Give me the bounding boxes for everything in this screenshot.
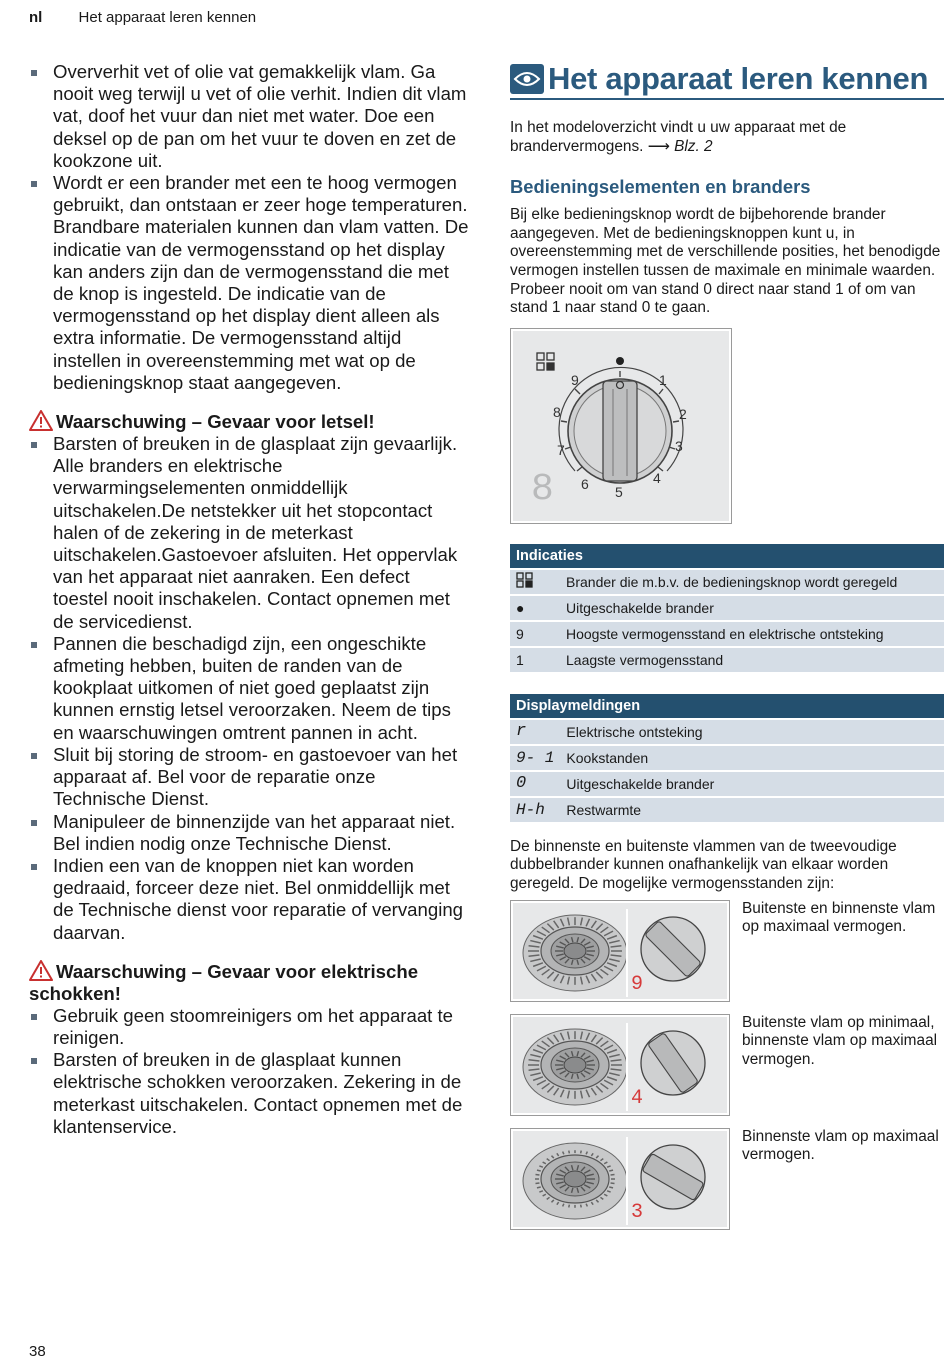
warning-injury-title [29,410,469,433]
list-item: Indien een van de knoppen niet kan worden gedraaid, forceer deze niet. Bel onmiddellijk met de Technische dienst voor reparatie of vervanging daarvan. [29,855,469,944]
intro-paragraph [510,119,944,156]
burner-image [510,1128,730,1230]
burner-description: Buitenste vlam op minimaal, binnenste vlam op maximaal vermogen. [742,1013,938,1068]
table-cell: Hoogste vermogensstand en elektrische ontsteking [560,621,944,647]
control-knob-figure [510,328,732,524]
page-title: Het apparaat leren kennen [548,61,929,96]
displaymeldingen-table [510,694,944,822]
svg-text:6: 6 [581,475,589,492]
table-cell: Elektrische ontsteking [560,719,944,745]
left-column [29,61,469,1138]
svg-text:9: 9 [571,371,579,388]
svg-text:1: 1 [659,371,667,388]
table-row [510,621,944,647]
list-item: Wordt er een brander met een te hoog vermogen gebruikt, dan ontstaan er zeer hoge temperaturen. Brandbare materialen kunnen dan vlam vatten. De indicatie van de vermogensstand op het display kan anders zijn dan de vermogensstand die met de knop is ingesteld. De indicatie van de vermogensstand op het display dient alleen als extra informatie. De vermogensstand altijd instellen in overeenstemming met wat op de bedieningsknop staat aangegeven. [29,172,469,394]
subsection-title: Bedieningselementen en branders [510,176,811,198]
burner-image [510,900,730,1002]
burner-figure-row [510,900,944,1002]
arrow-icon: ⟶ [647,137,670,155]
page-reference-link[interactable]: Blz. 2 [674,137,713,155]
table-row [510,595,944,621]
list-item: Sluit bij storing de stroom- en gastoevoer van het apparaat af. Bel voor de reparatie onze Technische Dienst. [29,744,469,811]
table-header: Indicaties [510,544,944,569]
warning-electric-title [29,960,469,1005]
table-cell: Laagste vermogensstand [560,647,944,672]
burner-description: Binnenste vlam op maximaal vermogen. [742,1127,939,1164]
burner-display: 3 [631,1200,644,1224]
table-cell: Restwarmte [560,797,944,822]
burner-display: 4 [631,1086,644,1110]
page-number: 38 [29,1343,46,1360]
table-header: Displaymeldingen [510,694,944,719]
table-cell: Brander die m.b.v. de bedieningsknop wordt geregeld [560,569,944,595]
warning-electric-text: Waarschuwing – Gevaar voor elektrische schokken! [29,960,419,1004]
display-symbol: 0 [510,771,560,797]
list-item: Oververhit vet of olie vat gemakkelijk vlam. Ga nooit weg terwijl u vet of olie verhit. Indien dit vlam vat, doof het vuur dan niet met water. Doe een deksel op de pan om het vuur te doven en zet de kookzone uit. [29,61,469,172]
table-row [510,745,944,771]
display-symbol: H-h [510,797,560,822]
svg-text:5: 5 [615,483,623,500]
table-cell: Uitgeschakelde brander [560,771,944,797]
list-item: Barsten of breuken in de glasplaat kunnen elektrische schokken veroorzaken. Zekering in de meterkast uitschakelen. Contact opnemen met de klantenservice. [29,1049,469,1138]
section-heading [510,61,944,100]
svg-text:3: 3 [675,437,683,454]
burner-figures [510,900,944,1230]
display-digit: 8 [531,467,554,511]
table-cell: 9 [510,621,560,647]
burner-selector-icon [510,569,560,595]
eye-icon [510,64,544,94]
list-item: Manipuleer de binnenzijde van het apparaat niet. Bel indien nodig onze Technische Dienst. [29,811,469,855]
dot-icon [616,357,624,365]
warning-icon [29,960,53,981]
page-header [29,9,256,26]
indicaties-table [510,544,944,672]
warning-icon [29,410,53,431]
table-cell: Uitgeschakelde brander [560,595,944,621]
display-symbol: r [510,719,560,745]
section-paragraph: Bij elke bedieningsknop wordt de bijbehorende brander aangegeven. Met de bedieningsknoppen kunt u, in overeenstemming met de verschillende posities, het benodigde vermogen instellen tussen de maximale en minimale waarden. Probeer nooit om van stand 0 direct naar stand 1 of om van stand 1 naar stand 0 te gaan. [510,206,941,317]
svg-text:2: 2 [679,405,687,422]
burner-selector-icon [537,353,554,370]
table-row [510,719,944,745]
language-label: nl [29,9,43,26]
table-row [510,771,944,797]
intro-text: In het modeloverzicht vindt u uw apparaat met de brandervermogens. [510,119,847,155]
flames-paragraph: De binnenste en buitenste vlammen van de tweevoudige dubbelbrander kunnen onafhankelijk van elkaar worden geregeld. De mogelijke vermogensstanden zijn: [510,837,897,892]
dot-icon: ● [510,595,560,621]
svg-text:4: 4 [653,469,661,486]
burner-figure-row [510,1014,944,1116]
burner-figure-row [510,1128,944,1230]
table-cell: 1 [510,647,560,672]
table-row [510,647,944,672]
list-item: Gebruik geen stoomreinigers om het apparaat te reinigen. [29,1005,469,1049]
burner-image [510,1014,730,1116]
header-title: Het apparaat leren kennen [78,9,257,26]
right-column [510,61,944,1230]
svg-text:8: 8 [553,403,561,420]
table-row [510,797,944,822]
list-item: Barsten of breuken in de glasplaat zijn gevaarlijk. Alle branders en elektrische verwarmingselementen onmiddellijk uitschakelen.De netstekker uit het stopcontact halen of de zekering in de meterkast uitschakelen.Gastoevoer afsluiten. Het oppervlak van het apparaat niet aanraken. Een defect toestel nooit inschakelen. Contact opnemen met de servicedienst. [29,433,469,633]
display-symbol: 9- 1 [510,745,560,771]
svg-text:7: 7 [557,441,565,458]
list-item: Pannen die beschadigd zijn, een ongeschikte afmeting hebben, buiten de randen van de kookplaat uitkomen of niet goed geplaatst zijn kunnen ernstig letsel veroorzaken. Neem de tips en waarschuwingen omtrent pannen in acht. [29,633,469,744]
table-cell: Kookstanden [560,745,944,771]
burner-display: 9 [631,972,644,996]
warning-injury-text: Waarschuwing – Gevaar voor letsel! [56,411,375,433]
control-knob-illustration [513,331,729,521]
burner-description: Buitenste en binnenste vlam op maximaal vermogen. [742,899,936,936]
table-row [510,569,944,595]
